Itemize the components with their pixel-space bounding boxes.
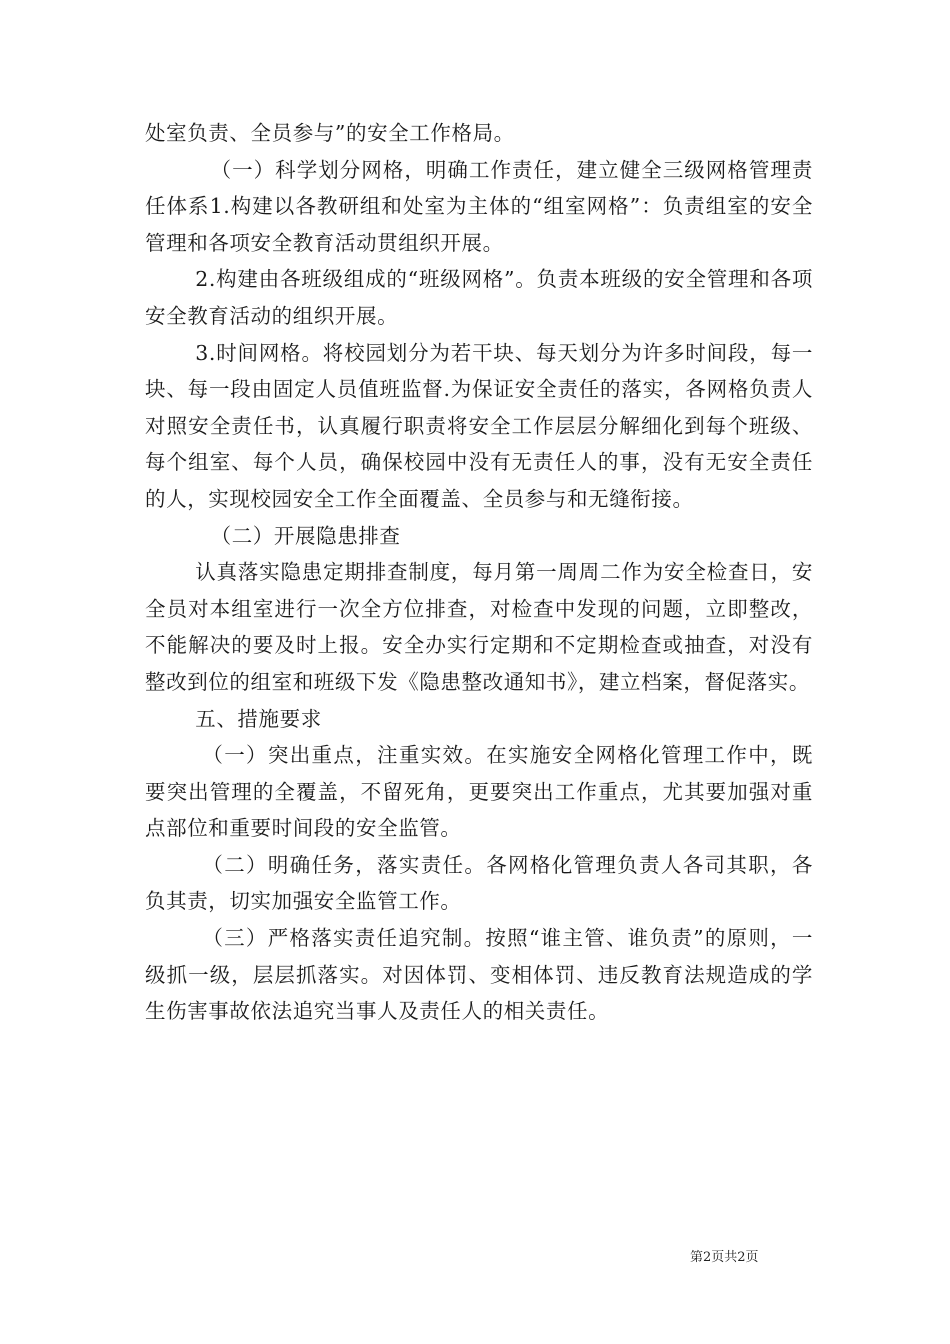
paragraph-measure-accountability: （三）严格落实责任追究制。按照“谁主管、谁负责”的原则，一级抓一级，层层抓落实。对因体罚、变相体罚、违反教育法规造成的学生伤害事故依法追究当事人及责任人的相关责任。	[145, 926, 813, 1024]
paragraph-measure-focus: （一）突出重点，注重实效。在实施安全网格化管理工作中，既要突出管理的全覆盖，不留死角，更要突出工作重点，尤其要加强对重点部位和重要时间段的安全监管。	[145, 743, 813, 841]
paragraph-class-grid: 2.构建由各班级组成的“班级网格”。负责本班级的安全管理和各项安全教育活动的组织开展。	[145, 267, 813, 328]
page-number-footer: 第2页共2页	[690, 1250, 759, 1265]
paragraph-grid-division: （一）科学划分网格，明确工作责任，建立健全三级网格管理责任体系1.构建以各教研组和处室为主体的“组室网格”：负责组室的安全管理和各项安全教育活动贯组织开展。	[145, 157, 813, 255]
paragraph-continuation: 处室负责、全员参与”的安全工作格局。	[145, 121, 515, 145]
document-body	[145, 115, 813, 1030]
paragraph-hazard-check: 认真落实隐患定期排查制度，每月第一周周二作为安全检查日，安全员对本组室进行一次全方位排查，对检查中发现的问题，立即整改，不能解决的要及时上报。安全办实行定期和不定期检查或抽查，对没有整改到位的组室和班级下发《隐患整改通知书》，建立档案，督促落实。	[145, 560, 813, 694]
section-heading-hazard-check: （二）开展隐患排查	[210, 523, 401, 548]
section-heading-measures: 五、措施要求	[195, 706, 322, 731]
paragraph-time-grid: 3.时间网格。将校园划分为若干块、每天划分为许多时间段，每一块、每一段由固定人员值班监督.为保证安全责任的落实，各网格负责人对照安全责任书，认真履行职责将安全工作层层分解细化到每个班级、每个组室、每个人员，确保校园中没有无责任人的事，没有无安全责任的人，实现校园安全工作全面覆盖、全员参与和无缝衔接。	[145, 340, 813, 511]
paragraph-measure-responsibility: （二）明确任务，落实责任。各网格化管理负责人各司其职，各负其责，切实加强安全监管工作。	[145, 852, 813, 914]
